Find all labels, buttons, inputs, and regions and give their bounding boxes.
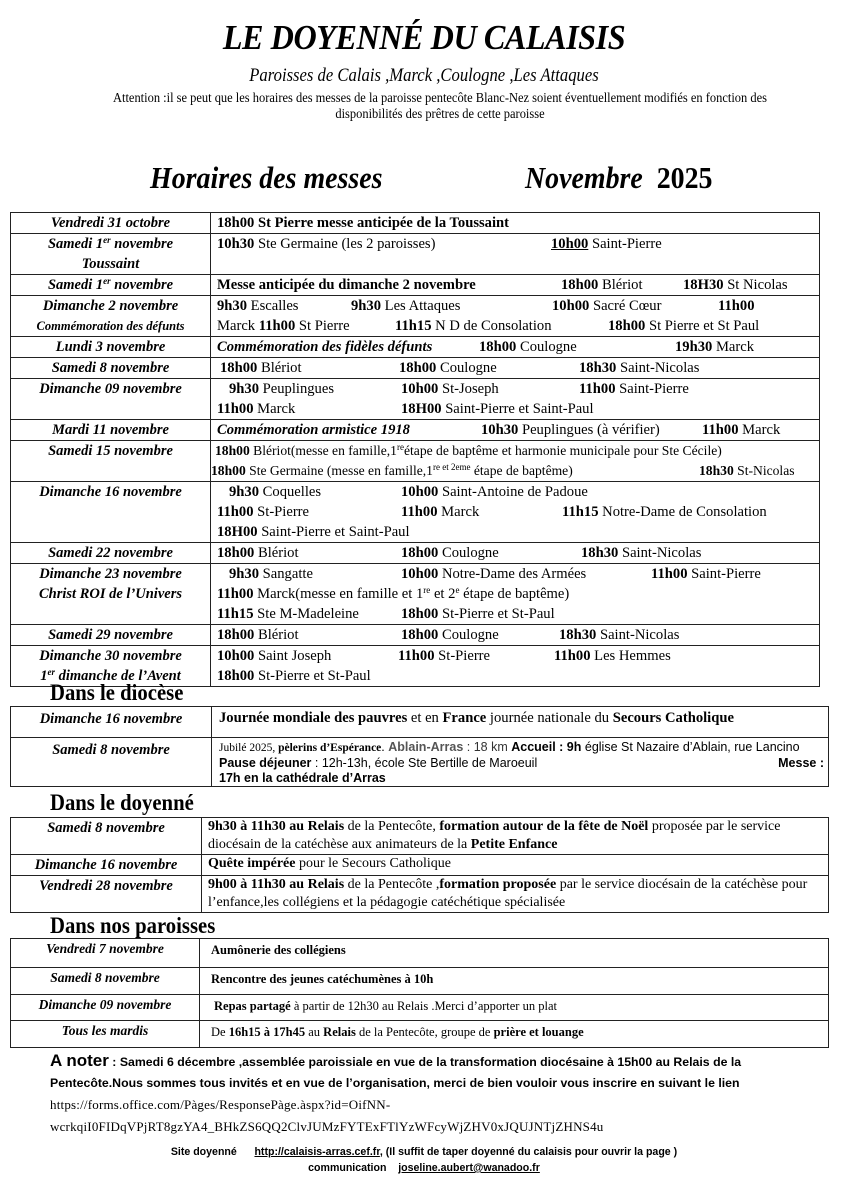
mass-time: 18H00 — [217, 524, 258, 540]
mass-place: Saint-Nicolas — [596, 627, 680, 643]
table-row — [11, 564, 820, 625]
row-date: Dimanche 09 novembre — [11, 379, 211, 420]
event-bold: Secours Catholique — [612, 710, 734, 726]
year: 2025 — [656, 160, 713, 195]
row-content — [211, 213, 820, 234]
event-text: Jubilé 2025, — [219, 742, 279, 754]
row-content — [202, 876, 829, 913]
mass-place: Saint-Pierre et Saint-Paul — [257, 524, 410, 540]
row-date: Samedi 8 novembre — [11, 358, 211, 379]
mass-time: 18h00 — [479, 339, 517, 355]
mass-time: 10h00 — [401, 381, 439, 397]
mass-place: Coulogne — [516, 339, 577, 355]
row-date: Lundi 3 novembre — [11, 337, 211, 358]
date-text: novembre — [110, 277, 174, 293]
mass-time: 11h00 — [579, 381, 616, 397]
mass-text: 18h00 St Pierre messe anticipée de la Toussaint — [217, 215, 510, 231]
table-row — [11, 738, 829, 787]
event-text: : 18 km — [463, 740, 512, 754]
diocese-table — [10, 706, 829, 787]
mass-time: 18h00 — [401, 627, 439, 643]
row-content — [200, 1021, 829, 1048]
table-row — [11, 1021, 829, 1048]
mass-place: Sangatte — [259, 566, 313, 582]
row-content — [211, 296, 820, 337]
mass-time: 10h00 — [217, 648, 255, 664]
event-bold: pèlerins d’Espérance — [278, 742, 382, 754]
mass-time: 10h00 — [552, 298, 590, 314]
mass-time: 9h30 — [229, 484, 260, 500]
row-content — [211, 275, 820, 296]
mass-time: 10h00 — [401, 484, 439, 500]
feast-label: Commémoration des défunts — [36, 319, 185, 333]
event-bold: Quête impérée — [208, 856, 296, 871]
sup-text: e — [455, 585, 460, 595]
mass-schedule-table — [10, 212, 820, 687]
note-label: A noter — [50, 1051, 109, 1070]
row-date: Tous les mardis — [11, 1021, 200, 1048]
mass-time: 11h15 — [395, 318, 432, 334]
date-text: Dimanche 23 novembre — [39, 566, 182, 582]
table-row — [11, 482, 820, 543]
sup-text: er — [47, 667, 55, 677]
table-row — [11, 358, 820, 379]
schedule-heading: Horaires des messes — [150, 160, 383, 195]
mass-place: Les Attaques — [381, 298, 461, 314]
mass-place: Notre-Dame de Consolation — [598, 504, 767, 520]
event-text: : 12h-13h, école Ste Bertille de Maroeuil — [311, 756, 538, 770]
row-date: Dimanche 09 novembre — [11, 995, 200, 1021]
mass-note: Messe anticipée du dimanche 2 novembre — [217, 277, 476, 293]
mass-time: 18h00 — [215, 443, 250, 458]
sup-text: re — [423, 585, 431, 595]
mass-time: 10h00 — [401, 566, 439, 582]
mass-place: Marck — [253, 401, 296, 417]
row-content — [211, 337, 820, 358]
event-bold: Pause déjeuner — [219, 756, 312, 770]
sup-text: re et 2eme — [432, 462, 471, 472]
event-text: journée nationale du — [486, 710, 613, 726]
section-title-paroisses: Dans nos paroisses — [50, 913, 216, 938]
table-row — [11, 939, 829, 968]
mass-place: étape de baptême et harmonie municipale pour Ste Cécile) — [403, 443, 722, 458]
mass-time: 11h00 — [217, 586, 254, 602]
mass-place: St-Pierre et St-Paul — [438, 606, 555, 622]
footer-communication — [0, 1162, 848, 1174]
comm-email-link[interactable]: joseline.aubert@wanadoo.fr — [398, 1162, 540, 1174]
event-text: au — [305, 1025, 324, 1039]
event-text: pour le Secours Catholique — [295, 856, 451, 871]
row-content — [211, 234, 820, 275]
row-date — [11, 234, 211, 275]
mass-place: Ste Germaine (les 2 paroisses) — [254, 236, 436, 252]
row-date — [11, 296, 211, 337]
row-content — [200, 939, 829, 968]
row-content — [211, 441, 820, 482]
attention-notice: Attention :il se peut que les horaires des messes de la paroisse pentecôte Blanc-Nez soient éventuellement modifiés en fonction des disponibilités des prêtres de cette paroisse — [113, 90, 767, 121]
mass-time: 9h30 — [351, 298, 382, 314]
table-row — [11, 275, 820, 296]
table-row — [11, 995, 829, 1021]
month: Novembre — [525, 160, 643, 195]
event-text: de la Pentecôte , — [344, 877, 440, 892]
event-bold: formation proposée — [439, 877, 557, 892]
mass-place: étape de baptême) — [470, 463, 573, 478]
event-bold: 17h en la cathédrale d’Arras — [219, 771, 386, 785]
event-bold: Repas partagé — [214, 999, 291, 1013]
site-suffix: , (Il suffit de taper doyenné du calaisis pour ouvrir la page ) — [379, 1146, 678, 1158]
mass-place: Peuplingues — [259, 381, 335, 397]
row-date: Samedi 8 novembre — [11, 968, 200, 995]
event-text: De — [211, 1025, 229, 1039]
mass-time: 9h30 — [229, 381, 260, 397]
table-row — [11, 625, 820, 646]
event-text: par le service diocésain de la catéchèse pour l’enfance,les collégiens et la pédagogie catéchétique spécialisée — [208, 877, 808, 910]
mass-time: 18h00 — [561, 277, 599, 293]
row-content — [212, 738, 829, 787]
feast-label: Toussaint — [81, 256, 140, 272]
event-text: et en — [407, 710, 443, 726]
mass-place: Coulogne — [438, 627, 499, 643]
section-title-doyenne: Dans le doyenné — [50, 790, 194, 815]
row-date: Samedi 8 novembre — [11, 738, 212, 787]
mass-note: Commémoration des fidèles défunts — [217, 339, 433, 355]
mass-time: 18h00 — [399, 360, 437, 376]
mass-place: Peuplingues (à vérifier) — [518, 422, 660, 438]
date-sup: er — [103, 235, 111, 245]
mass-time: 9h30 — [229, 566, 260, 582]
comm-label: communication — [308, 1162, 387, 1174]
event-bold: Messe : — [778, 756, 824, 770]
row-content — [211, 420, 820, 441]
row-date — [11, 564, 211, 625]
event-bold: 9h00 à 11h30 au Relais — [208, 877, 345, 892]
row-content — [211, 543, 820, 564]
mass-place: Saint-Pierre — [687, 566, 761, 582]
mass-time: 10h30 — [481, 422, 519, 438]
mass-time: 9h30 — [217, 298, 248, 314]
mass-time: 11h00 — [401, 504, 438, 520]
mass-place: Sacré Cœur — [589, 298, 662, 314]
event-text: de la Pentecôte, groupe de — [355, 1025, 494, 1039]
table-row — [11, 296, 820, 337]
mass-time: 18h00 — [217, 668, 255, 684]
page-title: LE DOYENNÉ DU CALAISIS — [222, 18, 626, 57]
row-content — [211, 379, 820, 420]
mass-place: Notre-Dame des Armées — [438, 566, 587, 582]
mass-place: Saint-Antoine de Padoue — [438, 484, 588, 500]
mass-time: 18h00 — [401, 606, 439, 622]
event-bold: Accueil : 9h — [511, 740, 582, 754]
row-date: Dimanche 16 novembre — [11, 482, 211, 543]
table-row — [11, 818, 829, 855]
mass-time: 18h00 — [217, 545, 255, 561]
mass-place: Saint Joseph — [254, 648, 332, 664]
event-bold: Relais — [323, 1025, 356, 1039]
mass-place: étape de baptême) — [459, 586, 570, 602]
row-content — [202, 818, 829, 855]
row-date: Samedi 22 novembre — [11, 543, 211, 564]
event-bold: prière et louange — [493, 1025, 584, 1039]
mass-place: St-Nicolas — [733, 463, 795, 478]
mass-place: Coquelles — [259, 484, 322, 500]
mass-place: Saint-Nicolas — [616, 360, 700, 376]
note-colon: : — [108, 1055, 120, 1069]
mass-time: 11h00 — [398, 648, 435, 664]
event-text: proposée par le service diocésain de la catéchèse aux animateurs de la — [208, 819, 781, 852]
row-date: Dimanche 16 novembre — [11, 707, 212, 738]
row-content — [212, 707, 829, 738]
mass-place: St-Pierre — [253, 504, 310, 520]
mass-time: 18h00 — [220, 360, 258, 376]
mass-time: 19h30 — [675, 339, 713, 355]
row-date: Samedi 29 novembre — [11, 625, 211, 646]
mass-time: 18H00 — [401, 401, 442, 417]
mass-place: Saint-Pierre — [615, 381, 689, 397]
date-text: Dimanche 30 novembre — [39, 648, 182, 664]
mass-time: 11h00 — [718, 298, 755, 314]
note-block — [50, 1050, 830, 1138]
feast-label: 1 — [40, 668, 48, 684]
event-bold: France — [442, 710, 487, 726]
row-date: Samedi 15 novembre — [11, 441, 211, 482]
mass-time: 18H30 — [683, 277, 724, 293]
mass-place: St Pierre — [295, 318, 350, 334]
mass-time: 11h00 — [554, 648, 591, 664]
table-row — [11, 876, 829, 913]
mass-place: Marck — [712, 339, 755, 355]
row-date: Dimanche 16 novembre — [11, 855, 202, 876]
mass-time: 18h00 — [217, 627, 255, 643]
section-title-diocese: Dans le diocèse — [50, 680, 184, 705]
mass-place: Ste M-Madeleine — [253, 606, 359, 622]
mass-time: 18h00 — [401, 545, 439, 561]
date-text: Dimanche 2 novembre — [42, 298, 179, 314]
mass-time: 11h00 — [702, 422, 739, 438]
mass-time: 11h15 — [562, 504, 599, 520]
date-text: Samedi 1 — [47, 236, 104, 252]
date-text: Samedi 1 — [47, 277, 104, 293]
mass-place: Blériot — [257, 360, 302, 376]
registration-link-cont[interactable]: wcrkqiI0FIDqVPjRT8gzYA4_BHkZS6QQ2ClvJUMzFYTExFTlYzWFcyWjZHV0xJQUJNTjZHNS4u — [50, 1119, 604, 1134]
mass-place: Escalles — [247, 298, 299, 314]
mass-place: Blériot — [254, 545, 299, 561]
row-content — [211, 564, 820, 625]
mass-place: Saint-Nicolas — [618, 545, 702, 561]
mass-time: 11h00 — [217, 504, 254, 520]
mass-place: Coulogne — [436, 360, 497, 376]
table-row — [11, 707, 829, 738]
table-row — [11, 213, 820, 234]
event-bold: Aumônerie des collégiens — [211, 943, 346, 957]
event-text: de la Pentecôte, — [344, 819, 440, 834]
mass-place: St-Joseph — [438, 381, 499, 397]
mass-place: N D de Consolation — [431, 318, 552, 334]
table-row — [11, 441, 820, 482]
mass-time: 11h15 — [217, 606, 254, 622]
mass-place: Marck — [217, 318, 259, 334]
mass-time: 11h00 — [217, 401, 254, 417]
event-text: . — [381, 740, 389, 754]
paroisses-table — [10, 938, 829, 1048]
mass-place: Marck — [437, 504, 480, 520]
mass-place: St Nicolas — [723, 277, 788, 293]
mass-place: Ste Germaine (messe en famille,1 — [245, 463, 433, 478]
sup-text: re — [396, 442, 404, 452]
doyenne-table — [10, 817, 829, 913]
row-content — [211, 625, 820, 646]
event-bold: 16h15 à 17h45 — [228, 1025, 306, 1039]
note-text: Samedi 6 décembre ,assemblée paroissiale en vue de la transformation diocésaine à 15h00 au Relais de la Pentecôte.Nous sommes tous invités et en vue de l’organisation, merci de bien vouloir vous inscrire en suivant le lien — [50, 1055, 742, 1090]
mass-time: 10h00 — [551, 236, 589, 252]
row-date: Vendredi 28 novembre — [11, 876, 202, 913]
date-sup: er — [103, 276, 111, 286]
mass-time: 18h30 — [699, 463, 734, 478]
mass-place: Saint-Pierre — [588, 236, 662, 252]
site-label: Site doyenné — [170, 1146, 237, 1158]
feast-label: dimanche de l’Avent — [54, 668, 181, 684]
mass-place: et 2 — [430, 586, 456, 602]
mass-time: 11h00 — [258, 318, 296, 334]
mass-place: Les Hemmes — [590, 648, 671, 664]
event-bold: Rencontre des jeunes catéchumènes à 10h — [211, 972, 434, 986]
row-date: Vendredi 31 octobre — [11, 213, 211, 234]
mass-time: 10h30 — [217, 236, 255, 252]
site-link[interactable]: http://calaisis-arras.cef.fr — [254, 1146, 380, 1158]
date-text: novembre — [110, 236, 174, 252]
mass-place: St Pierre et St Paul — [645, 318, 760, 334]
event-text: église St Nazaire d’Ablain, rue Lancino — [581, 740, 800, 754]
table-row — [11, 379, 820, 420]
mass-place: Marck — [738, 422, 781, 438]
mass-place: St-Pierre — [434, 648, 491, 664]
mass-time: 18h00 — [211, 463, 246, 478]
table-row — [11, 337, 820, 358]
row-date: Samedi 8 novembre — [11, 818, 202, 855]
mass-time: 11h00 — [651, 566, 688, 582]
table-row — [11, 855, 829, 876]
table-row — [11, 968, 829, 995]
registration-link[interactable]: https://forms.office.com/Pàges/ResponsePàge.àspx?id=OifNN- — [50, 1097, 391, 1112]
row-date: Vendredi 7 novembre — [11, 939, 200, 968]
mass-place: St-Pierre et St-Paul — [254, 668, 371, 684]
schedule-month-heading — [525, 160, 713, 196]
feast-label: Christ ROI de l’Univers — [38, 586, 182, 602]
row-date: Mardi 11 novembre — [11, 420, 211, 441]
mass-place: Saint-Pierre et Saint-Paul — [441, 401, 594, 417]
mass-place: Blériot — [598, 277, 643, 293]
mass-note: Commémoration armistice 1918 — [217, 422, 410, 438]
table-row — [11, 543, 820, 564]
table-row — [11, 420, 820, 441]
event-place: Ablain-Arras — [388, 740, 464, 754]
mass-place: Coulogne — [438, 545, 499, 561]
event-bold: Petite Enfance — [470, 837, 558, 852]
row-content — [211, 482, 820, 543]
mass-time: 18h30 — [581, 545, 619, 561]
row-content — [200, 995, 829, 1021]
parishes-subtitle: Paroisses de Calais ,Marck ,Coulogne ,Les Attaques — [249, 66, 599, 86]
row-content — [200, 968, 829, 995]
event-bold: Journée mondiale des pauvres — [219, 710, 408, 726]
event-bold: formation autour de la fête de Noël — [439, 819, 649, 834]
mass-place: Blériot — [254, 627, 299, 643]
event-text: à partir de 12h30 au Relais .Merci d’apporter un plat — [290, 999, 557, 1013]
mass-time: 18h30 — [579, 360, 617, 376]
table-row — [11, 234, 820, 275]
row-content — [211, 358, 820, 379]
footer-site — [0, 1146, 848, 1158]
row-content — [202, 855, 829, 876]
mass-place: Blériot(messe en famille,1 — [249, 443, 397, 458]
mass-time: 18h00 — [608, 318, 646, 334]
event-bold: 9h30 à 11h30 au Relais — [208, 819, 345, 834]
row-date — [11, 275, 211, 296]
mass-time: 18h30 — [559, 627, 597, 643]
row-content — [211, 646, 820, 687]
mass-place: Marck(messe en famille et 1 — [253, 586, 424, 602]
